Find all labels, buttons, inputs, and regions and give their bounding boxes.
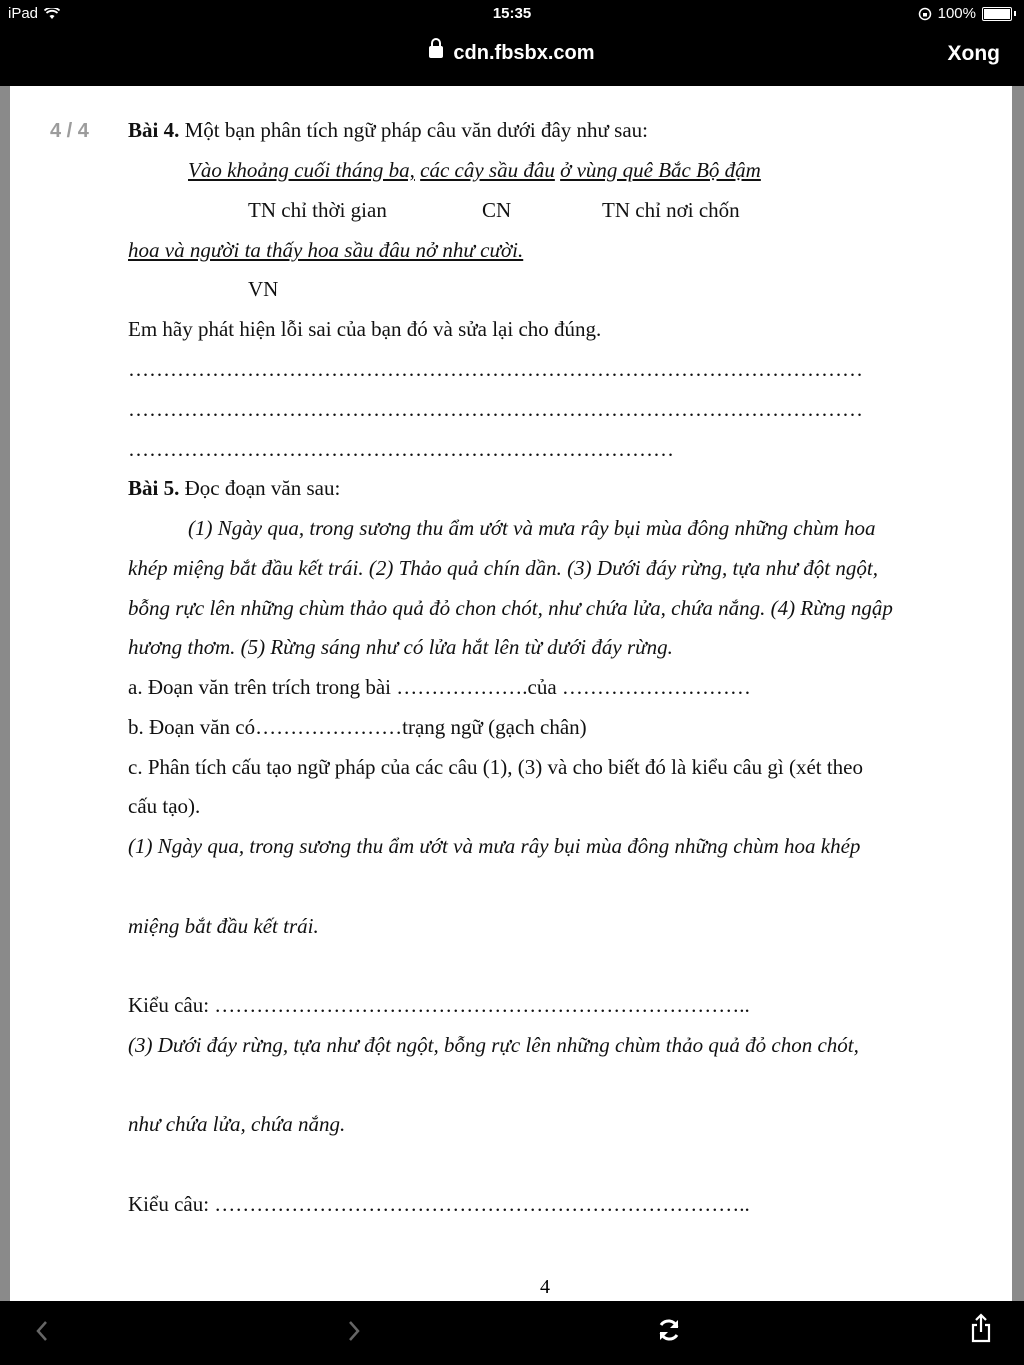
- sentence-type-1: Kiểu câu: …………………………………………………………………..: [128, 993, 750, 1017]
- question-b: b. Đoạn văn có…………………trạng ngữ (gạch chân): [128, 715, 587, 739]
- document-viewer[interactable]: [0, 86, 1024, 1301]
- exercise-4-sentence-2: hoa và người ta thấy hoa sầu đâu nở như cười.: [128, 238, 524, 262]
- battery-cap: [1014, 11, 1016, 16]
- battery-icon: [982, 7, 1012, 21]
- label-time: TN chỉ thời gian: [248, 198, 387, 222]
- sentence-part-time: Vào khoảng cuối tháng ba,: [188, 158, 415, 182]
- exercise-5-title: Bài 5.: [128, 476, 180, 500]
- exercise-4-task: Em hãy phát hiện lỗi sai của bạn đó và sửa lại cho đúng.: [128, 317, 602, 341]
- battery-percent: 100%: [937, 5, 976, 22]
- passage-line-2: khép miệng bắt đầu kết trái. (2) Thảo quả chín dần. (3) Dưới đáy rừng, tựa như đột ngột,: [128, 556, 878, 580]
- device-name: iPad: [8, 5, 39, 22]
- url-text: cdn.fbsbx.com: [453, 42, 595, 64]
- exercise-5-heading: [128, 476, 340, 501]
- answer-line-1: ……………………………………………………………………………………………: [128, 357, 863, 381]
- url-bar: [0, 28, 1024, 86]
- label-subject: CN: [482, 198, 512, 222]
- status-time: 15:35: [492, 5, 532, 22]
- document-page: [10, 86, 1012, 1301]
- question-c: c. Phân tích cấu tạo ngữ pháp của các câu (1), (3) và cho biết đó là kiểu câu gì (xét theo: [128, 755, 863, 779]
- orientation-lock-icon: [918, 7, 932, 21]
- address-field[interactable]: [0, 42, 1024, 65]
- label-predicate: VN: [248, 277, 279, 301]
- lock-icon: [429, 46, 443, 58]
- passage-line-1: (1) Ngày qua, trong sương thu ẩm ướt và mưa rây bụi mùa đông những chùm hoa: [188, 516, 876, 540]
- exercise-4-heading: [128, 118, 648, 143]
- refresh-icon[interactable]: [655, 1316, 683, 1344]
- done-button[interactable]: Xong: [947, 42, 1000, 65]
- page-number: 4: [540, 1276, 550, 1298]
- sentence-part-subject: các cây sầu đâu: [420, 158, 555, 182]
- sentence-1-line-1: (1) Ngày qua, trong sương thu ẩm ướt và mưa rây bụi mùa đông những chùm hoa khép: [128, 834, 861, 858]
- exercise-4-intro: Một bạn phân tích ngữ pháp câu văn dưới đây như sau:: [179, 118, 648, 142]
- label-place: TN chỉ nơi chốn: [602, 198, 740, 222]
- sentence-3-line-2: như chứa lửa, chứa nắng.: [128, 1112, 346, 1136]
- sentence-1-line-2: miệng bắt đầu kết trái.: [128, 914, 319, 938]
- bottom-toolbar: [0, 1301, 1024, 1365]
- share-icon[interactable]: [968, 1313, 994, 1343]
- page-indicator: 4 / 4: [50, 120, 89, 142]
- forward-icon[interactable]: [346, 1319, 362, 1343]
- status-bar: [0, 0, 1024, 28]
- back-icon[interactable]: [34, 1319, 50, 1343]
- answer-line-2: ……………………………………………………………………………………………: [128, 397, 863, 421]
- question-c-cont: cấu tạo).: [128, 794, 201, 818]
- sentence-type-2: Kiểu câu: …………………………………………………………………..: [128, 1192, 750, 1216]
- exercise-5-intro: Đọc đoạn văn sau:: [179, 476, 341, 500]
- sentence-part-place: ở vùng quê Bắc Bộ đậm: [560, 158, 761, 182]
- passage-line-3: bỗng rực lên những chùm thảo quả đỏ chon chót, như chứa lửa, chứa nắng. (4) Rừng ngập: [128, 596, 893, 620]
- status-right: [918, 5, 1016, 22]
- answer-line-3: ……………………………………………………………………: [128, 437, 674, 461]
- question-a: a. Đoạn văn trên trích trong bài ……………….của ………………………: [128, 675, 751, 699]
- passage-line-4: hương thơm. (5) Rừng sáng như có lửa hắt lên từ dưới đáy rừng.: [128, 635, 673, 659]
- exercise-4-sentence-1: [188, 158, 761, 183]
- sentence-3-line-1: (3) Dưới đáy rừng, tựa như đột ngột, bỗng rực lên những chùm thảo quả đỏ chon chót,: [128, 1033, 859, 1057]
- exercise-4-title: Bài 4.: [128, 118, 180, 142]
